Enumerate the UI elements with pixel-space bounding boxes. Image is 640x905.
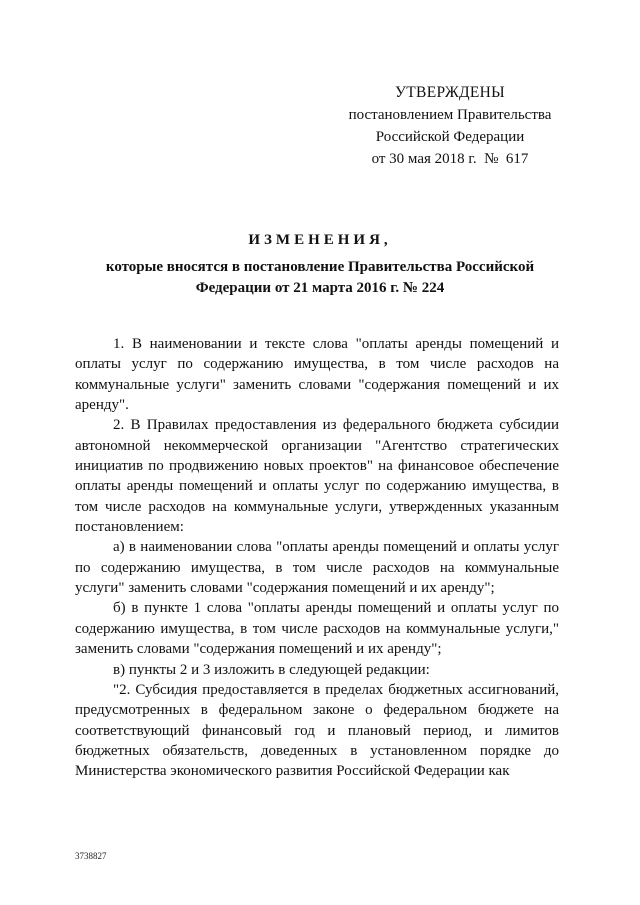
approval-line-3: от 30 мая 2018 г. № 617 xyxy=(371,151,529,167)
paragraph-1: 1. В наименовании и тексте слова "оплаты аренды помещений и оплаты услуг по содержанию имущества, в том числе расходов на коммунальные услуги" заменить словами "содержания помещений и их аренду". xyxy=(75,336,559,414)
document-title: ИЗМЕНЕНИЯ, xyxy=(248,232,392,248)
paragraph-2a: а) в наименовании слова "оплаты аренды помещений и оплаты услуг по содержанию имущества, в том числе расходов на коммунальные услуги" заменить словами "содержания помещений и их аренду"; xyxy=(75,539,559,597)
paragraph-quoted-2: "2. Субсидия предоставляется в пределах бюджетных ассигнований, предусмотренных в федеральном законе о федеральном бюджете на соответствующий финансовый год и плановый период, и лимитов бюджетных обязательств, доведенных в установленном порядке до Министерства экономического развития Российской Федерации как xyxy=(75,681,559,780)
paragraph-2c: в) пункты 2 и 3 изложить в следующей редакции: xyxy=(113,661,430,678)
approval-heading: УТВЕРЖДЕНЫ xyxy=(395,84,505,101)
approval-line-1: постановлением Правительства xyxy=(348,107,552,123)
document-body xyxy=(75,334,559,782)
document-code: 3738827 xyxy=(75,851,107,861)
document-subtitle: которые вносятся в постановление Правительства Российской Федерации от 21 марта 2016 г. № 224 xyxy=(105,259,535,296)
paragraph-2: 2. В Правилах предоставления из федерального бюджета субсидии автономной некоммерческой организации "Агентство стратегических инициатив по продвижению новых проектов" на финансовое обеспечение оплаты аренды помещений и оплаты услуг по содержанию имущества, в том числе расходов на коммунальные услуги, утвержденных указанным постановлением: xyxy=(75,417,559,536)
paragraph-2b: б) в пункте 1 слова "оплаты аренды помещений и оплаты услуг по содержанию имущества, в том числе расходов на коммунальные услуги," заменить словами "содержания помещений и их аренду"; xyxy=(75,600,559,658)
approval-line-2: Российской Федерации xyxy=(375,129,525,145)
approval-block xyxy=(330,82,570,170)
